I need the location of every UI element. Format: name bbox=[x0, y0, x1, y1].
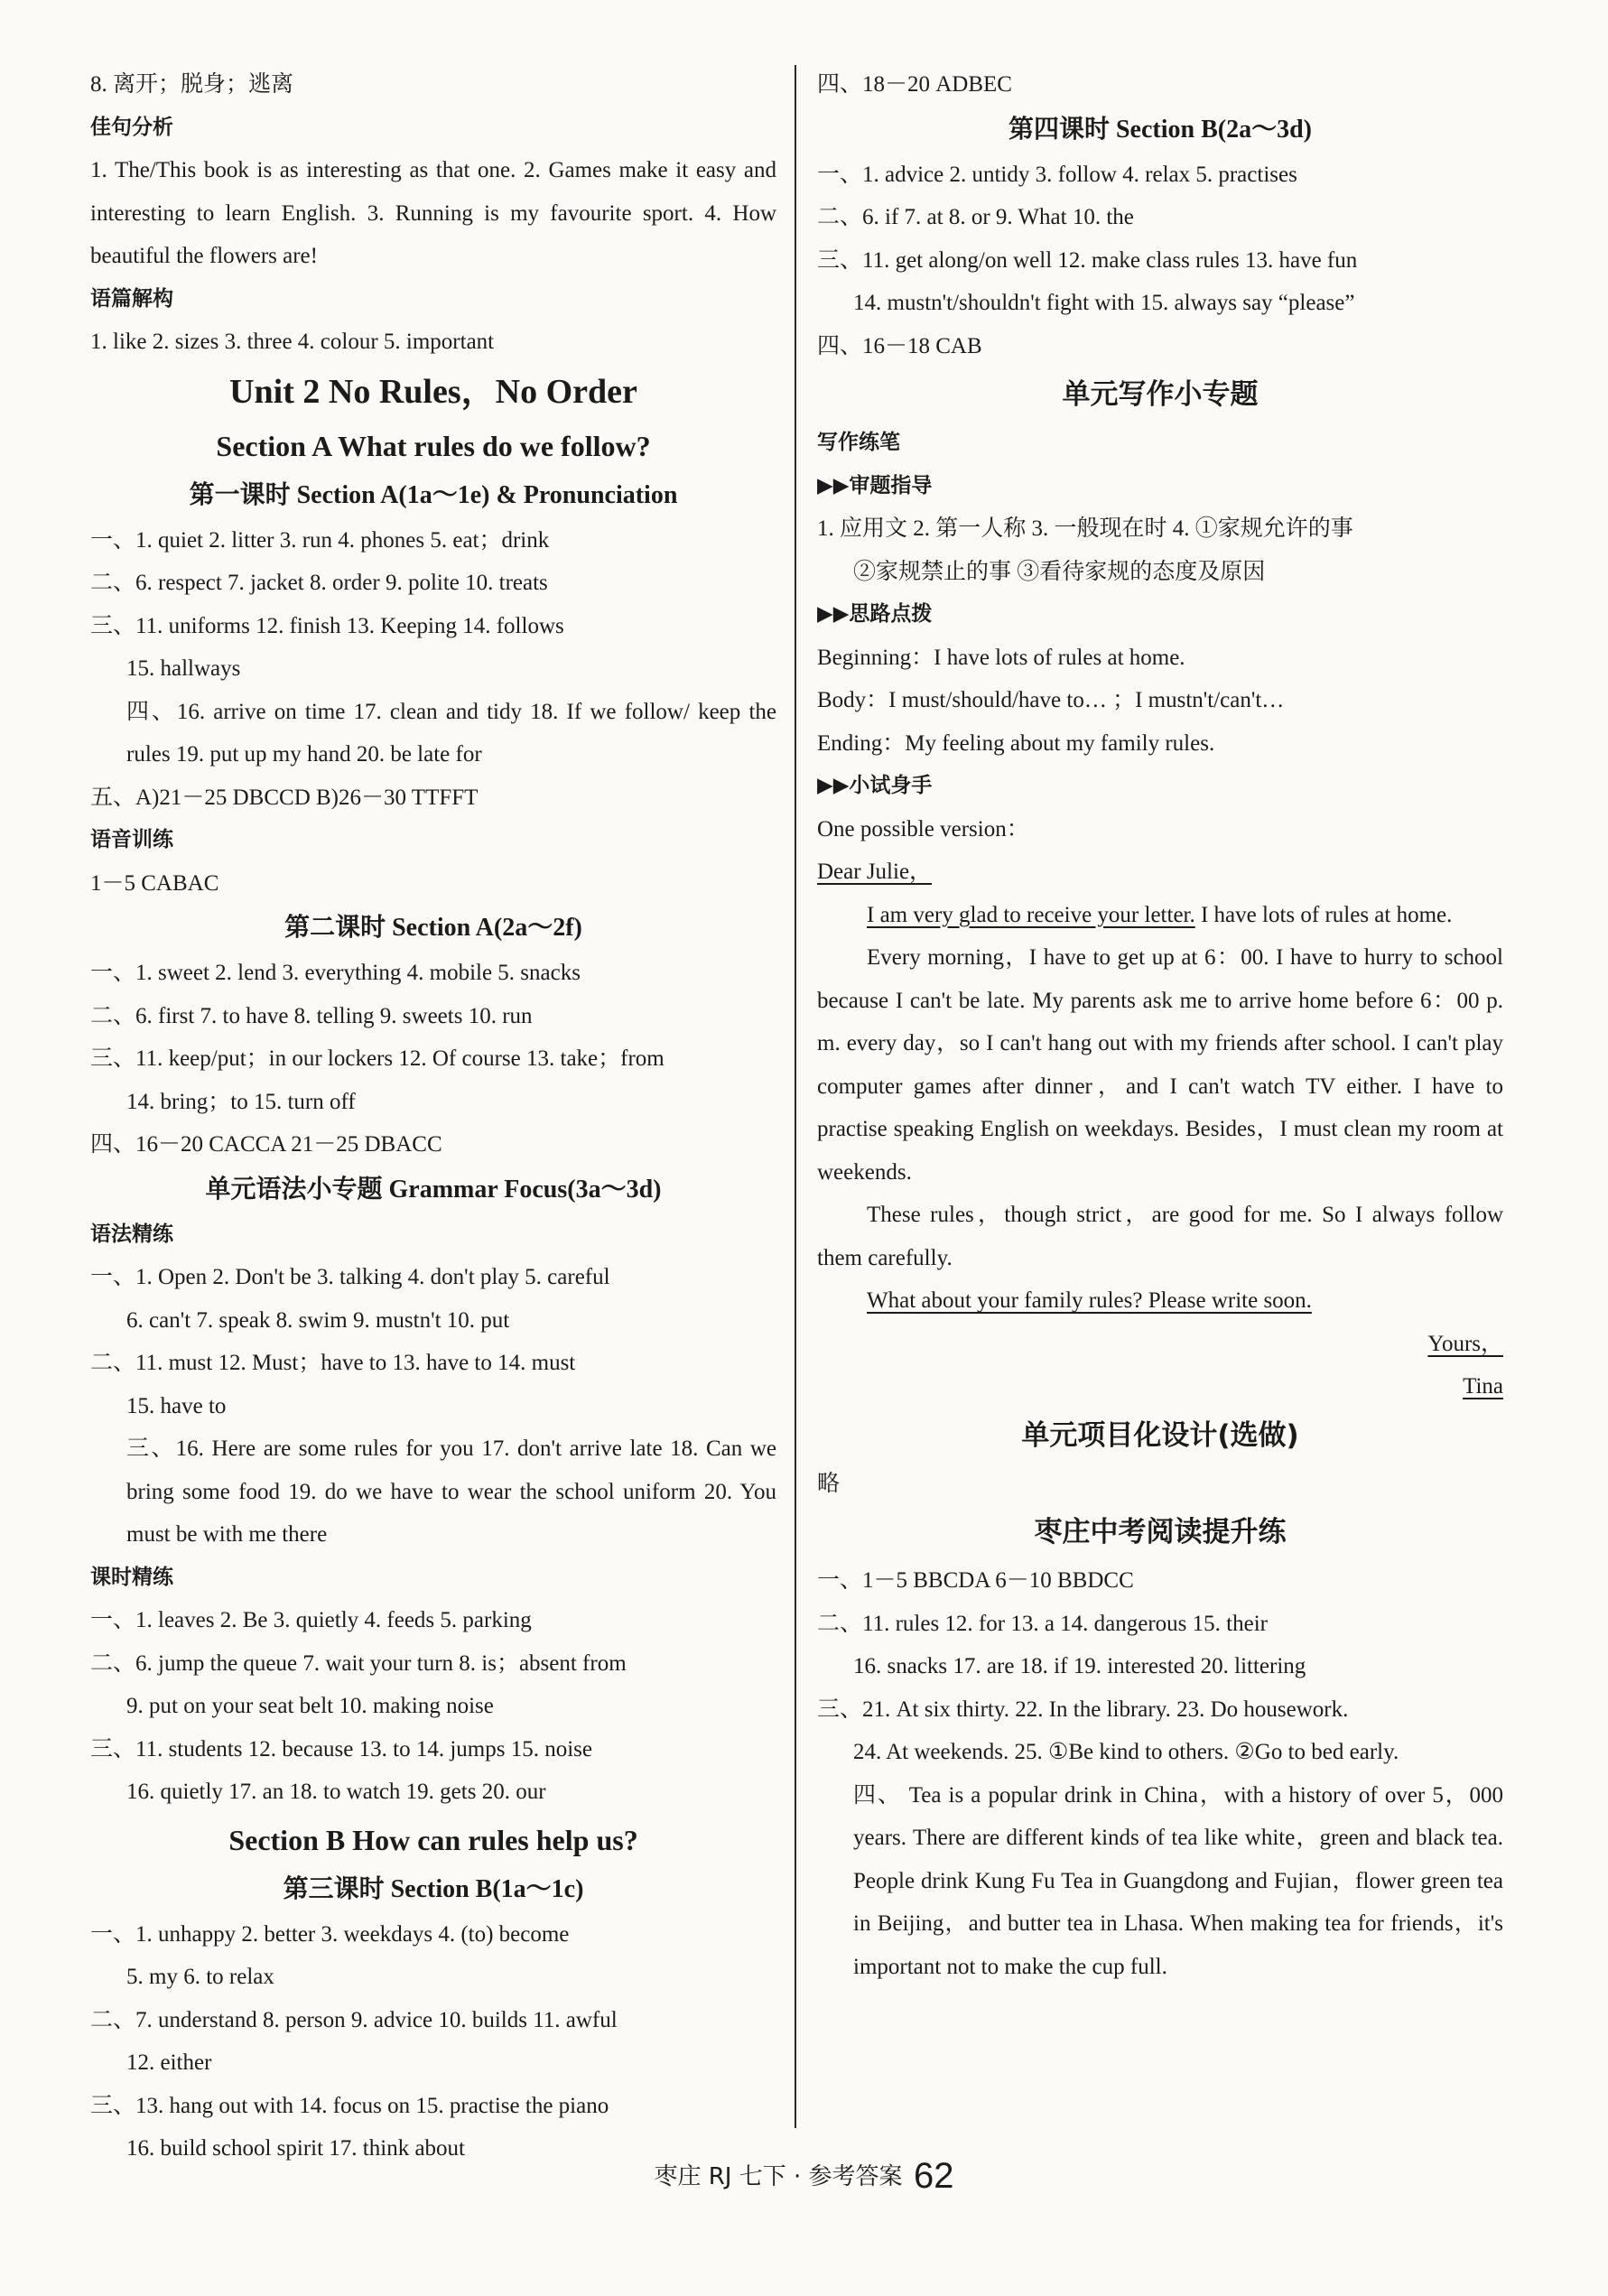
left-line-11: 15. hallways bbox=[126, 656, 241, 681]
right-line-7: 单元写作小专题 bbox=[1062, 378, 1259, 411]
left-line-21: 四、16－20 CACCA 21－25 DBACC bbox=[90, 1132, 442, 1157]
right-line-15: Ending：My feeling about my family rules. bbox=[817, 730, 1215, 756]
right-line-20: Every morning，I have to get up at 6：00. I have to hurry to school because I can't be late. My parents ask me to arrive home before 6：00 p. m. every day，so I can't hang out with my friends after school. I can't play computer games after dinner，and I can't watch TV either. I have to practise speaking English on weekdays. Besides，I must clean my room at weekends. bbox=[817, 945, 1503, 1185]
right-line-21: These rules，though strict，are good for me. So I always follow them carefully. bbox=[817, 1203, 1503, 1270]
left-line-17: 一、1. sweet 2. lend 3. everything 4. mobile 5. snacks bbox=[90, 961, 581, 985]
right-line-10: 1. 应用文 2. 第一人称 3. 一般现在时 4. ①家规允许的事 bbox=[817, 516, 1353, 541]
right-line-32: 24. At weekends. 25. ①Be kind to others. ②Go to bed early. bbox=[853, 1740, 1399, 1764]
right-line-1: 第四课时 Section B(2a～3d) bbox=[1008, 115, 1312, 144]
left-line-3: 语篇解构 bbox=[90, 286, 173, 311]
left-line-30: 一、1. leaves 2. Be 3. quietly 4. feeds 5. parking bbox=[90, 1608, 532, 1632]
left-line-15: 1－5 CABAC bbox=[90, 870, 219, 896]
right-line-8: 写作练笔 bbox=[817, 431, 900, 454]
right-line-19 bbox=[817, 894, 1503, 937]
right-line-27: 枣庄中考阅读提升练 bbox=[1034, 1516, 1287, 1548]
right-line-0: 四、18－20 ADBEC bbox=[817, 72, 1012, 97]
left-line-8: 一、1. quiet 2. litter 3. run 4. phones 5. eat；drink bbox=[90, 527, 550, 553]
right-line-26: 略 bbox=[817, 1471, 841, 1496]
right-line-23: Yours， bbox=[1427, 1331, 1503, 1356]
left-line-39: 二、7. understand 8. person 9. advice 10. builds 11. awful bbox=[90, 2007, 618, 2032]
right-line-30: 16. snacks 17. are 18. if 19. interested 20. littering bbox=[853, 1654, 1306, 1678]
right-line-12: ▶▶思路点拨 bbox=[817, 602, 933, 626]
right-line-28: 一、1－5 BBCDA 6－10 BBDCC bbox=[817, 1568, 1134, 1593]
left-line-13: 五、A)21－25 DBCCD B)26－30 TTFFT bbox=[90, 785, 479, 810]
right-line-24: Tina bbox=[1463, 1374, 1503, 1399]
left-line-14: 语音训练 bbox=[90, 828, 173, 851]
right-line-5: 14. mustn't/shouldn't fight with 15. always say “please” bbox=[853, 291, 1355, 315]
left-line-12: 四、16. arrive on time 17. clean and tidy 18. If we follow/ keep the rules 19. put up my hand 20. be late for bbox=[126, 699, 776, 767]
right-line-17: One possible version： bbox=[817, 816, 1029, 841]
right-line-25: 单元项目化设计(选做) bbox=[1021, 1418, 1299, 1452]
left-line-38: 5. my 6. to relax bbox=[126, 1965, 274, 1989]
left-line-0: 8. 离开；脱身；逃离 bbox=[90, 72, 294, 97]
right-line-6: 四、16－18 CAB bbox=[817, 333, 982, 358]
right-line-11: ②家规禁止的事 ③看待家规的态度及原因 bbox=[853, 559, 1266, 584]
left-line-18: 二、6. first 7. to have 8. telling 9. sweets 10. run bbox=[90, 1003, 533, 1028]
left-line-25: 6. can't 7. speak 8. swim 9. mustn't 10. put bbox=[126, 1307, 510, 1333]
left-column bbox=[90, 63, 776, 2171]
right-underlined-22: What about your family rules? Please write soon. bbox=[867, 1288, 1312, 1313]
left-line-2: 1. The/This book is as interesting as that one. 2. Games make it easy and interesting to learn English. 3. Running is my favourite sport. 4. How beautiful the flowers are! bbox=[90, 158, 776, 268]
right-line-14: Body：I must/should/have to… ；I mustn't/can't… bbox=[817, 688, 1285, 712]
right-line-2: 一、1. advice 2. untidy 3. follow 4. relax 5. practises bbox=[817, 162, 1297, 187]
column-divider bbox=[795, 65, 796, 2128]
page-footer bbox=[0, 2156, 1608, 2197]
left-line-24: 一、1. Open 2. Don't be 3. talking 4. don't play 5. careful bbox=[90, 1265, 610, 1289]
left-line-22: 单元语法小专题 Grammar Focus(3a～3d) bbox=[205, 1175, 662, 1204]
left-line-41: 三、13. hang out with 14. focus on 15. practise the piano bbox=[90, 2093, 609, 2118]
left-line-36: 第三课时 Section B(1a～1c) bbox=[283, 1874, 584, 1903]
left-line-16: 第二课时 Section A(2a～2f) bbox=[284, 914, 582, 942]
left-line-27: 15. have to bbox=[126, 1393, 227, 1418]
left-line-33: 三、11. students 12. because 13. to 14. jumps 15. noise bbox=[90, 1736, 592, 1762]
left-line-31: 二、6. jump the queue 7. wait your turn 8. is；absent from bbox=[90, 1650, 627, 1676]
page-number: 62 bbox=[914, 2156, 954, 2196]
right-underlined-19: I am very glad to receive your letter. bbox=[867, 902, 1195, 927]
right-column bbox=[817, 63, 1503, 1988]
left-line-35: Section B How can rules help us? bbox=[228, 1823, 638, 1856]
right-line-13: Beginning：I have lots of rules at home. bbox=[817, 645, 1185, 670]
left-line-9: 二、6. respect 7. jacket 8. order 9. polite 10. treats bbox=[90, 571, 548, 595]
left-line-32: 9. put on your seat belt 10. making noise bbox=[126, 1694, 494, 1718]
left-line-1: 佳句分析 bbox=[90, 115, 173, 139]
left-line-42: 16. build school spirit 17. think about bbox=[126, 2136, 465, 2161]
left-line-10: 三、11. uniforms 12. finish 13. Keeping 14. follows bbox=[90, 613, 564, 638]
right-line-18: Dear Julie， bbox=[817, 860, 933, 884]
left-line-26: 二、11. must 12. Must；have to 13. have to 14. must bbox=[90, 1351, 576, 1375]
left-line-20: 14. bring；to 15. turn off bbox=[126, 1089, 356, 1114]
left-line-5: Unit 2 No Rules，No Order bbox=[229, 372, 637, 411]
left-line-29: 课时精练 bbox=[90, 1565, 173, 1589]
right-line-9: ▶▶审题指导 bbox=[817, 473, 933, 497]
left-line-34: 16. quietly 17. an 18. to watch 19. gets 20. our bbox=[126, 1780, 546, 1804]
right-text-19: I have lots of rules at home. bbox=[1194, 902, 1453, 927]
right-line-3: 二、6. if 7. at 8. or 9. What 10. the bbox=[817, 205, 1134, 229]
left-line-6: Section A What rules do we follow? bbox=[216, 429, 651, 462]
left-line-19: 三、11. keep/put；in our lockers 12. Of course 13. take；from bbox=[90, 1046, 665, 1071]
right-line-29: 二、11. rules 12. for 13. a 14. dangerous 15. their bbox=[817, 1611, 1268, 1636]
footer-label: 枣庄 RJ 七下 · 参考答案 bbox=[654, 2163, 903, 2190]
left-line-23: 语法精练 bbox=[90, 1222, 173, 1246]
right-line-33: 四、 Tea is a popular drink in China，with a history of over 5，000 years. There are different kinds of tea like white，green and black tea. People drink Kung Fu Tea in Guangdong and Fujian，flower green tea in Beijing，and butter tea in Lhasa. When making tea for friends，it's important not to make the cup full. bbox=[853, 1782, 1503, 1979]
right-line-22 bbox=[817, 1279, 1503, 1323]
left-line-40: 12. either bbox=[126, 2050, 212, 2075]
right-line-4: 三、11. get along/on well 12. make class rules 13. have fun bbox=[817, 247, 1358, 273]
right-line-31: 三、21. At six thirty. 22. In the library. 23. Do housework. bbox=[817, 1696, 1349, 1722]
left-line-7: 第一课时 Section A(1a～1e) & Pronunciation bbox=[189, 480, 678, 509]
left-line-37: 一、1. unhappy 2. better 3. weekdays 4. (to) become bbox=[90, 1921, 570, 1947]
left-line-28: 三、16. Here are some rules for you 17. don't arrive late 18. Can we bring some food 19. do we have to wear the school uniform 20. You must be with me there bbox=[126, 1436, 776, 1547]
left-line-4: 1. like 2. sizes 3. three 4. colour 5. important bbox=[90, 330, 495, 354]
right-line-16: ▶▶小试身手 bbox=[817, 774, 933, 797]
